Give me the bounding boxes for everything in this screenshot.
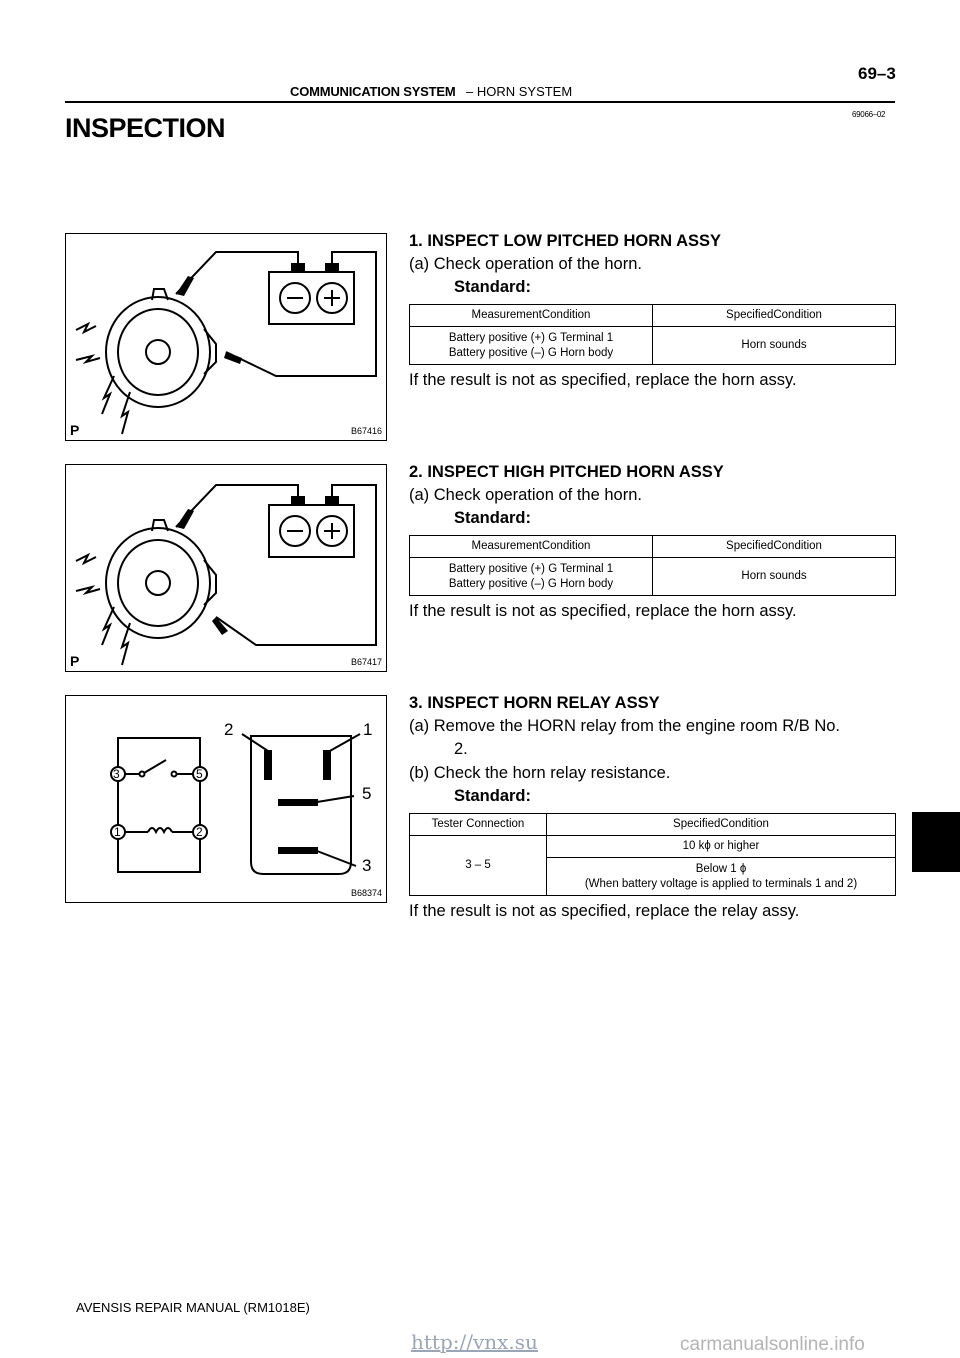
horn-battery-diagram	[66, 465, 388, 673]
result-text: If the result is not as specified, replace the relay assy.	[409, 902, 800, 920]
figure-code: B68374	[350, 888, 382, 898]
substep-text: (a) Check operation of the horn.	[409, 255, 642, 273]
substep-text: (a) Remove the HORN relay from the engine room R/B No.	[409, 717, 840, 735]
spec-table	[409, 304, 896, 365]
result-text: If the result is not as specified, replace the horn assy.	[409, 371, 797, 389]
relay-terminal-label: 2	[224, 720, 234, 739]
footer-watermark: carmanualsonline.info	[680, 1334, 865, 1355]
table-header: MeasurementCondition	[410, 305, 653, 327]
table-cell: 3 – 5	[410, 836, 547, 896]
step-heading: 2. INSPECT HIGH PITCHED HORN ASSY	[409, 463, 724, 481]
circuit-label: 2	[196, 825, 203, 839]
footer-url-link[interactable]: http://vnx.su	[411, 1330, 538, 1354]
table-header: SpecifiedCondition	[547, 814, 896, 836]
table-cell: Horn sounds	[653, 327, 896, 365]
relay-terminal-label: 3	[362, 856, 372, 875]
table-cell: Battery positive (+) G Terminal 1 Battery positive (–) G Horn body	[410, 327, 653, 365]
result-text: If the result is not as specified, replace the horn assy.	[409, 602, 797, 620]
table-cell	[547, 858, 896, 896]
relay-terminal-label: 1	[363, 720, 373, 739]
page-title: INSPECTION	[65, 113, 226, 143]
circuit-label: 5	[196, 767, 203, 781]
circuit-label: 1	[114, 825, 121, 839]
horn-high-figure	[65, 464, 387, 672]
table-header: SpecifiedCondition	[653, 536, 896, 558]
spec-table	[409, 535, 896, 596]
step-heading: 3. INSPECT HORN RELAY ASSY	[409, 694, 660, 712]
header-section: COMMUNICATION SYSTEM	[290, 84, 456, 99]
figure-marker: P	[70, 422, 80, 438]
standard-label: Standard:	[454, 509, 532, 527]
substep-text: (a) Check operation of the horn.	[409, 486, 642, 504]
figure-code: B67416	[350, 426, 382, 436]
horn-low-figure	[65, 233, 387, 441]
step-heading: 1. INSPECT LOW PITCHED HORN ASSY	[409, 232, 722, 250]
standard-label: Standard:	[454, 787, 532, 805]
page-number: 69–3	[858, 64, 896, 83]
standard-label: Standard:	[454, 278, 532, 296]
table-cell: Battery positive (+) G Terminal 1 Battery positive (–) G Horn body	[410, 558, 653, 596]
condition-line: Below 1 ϕ	[695, 862, 747, 875]
header-rule	[65, 101, 895, 103]
circuit-label: 3	[113, 767, 120, 781]
relay-terminal-label: 5	[362, 784, 372, 803]
doc-code: 69066–02	[852, 110, 886, 119]
substep-text: (b) Check the horn relay resistance.	[409, 764, 671, 782]
section-tab-marker	[912, 812, 960, 872]
figure-code: B67417	[350, 657, 382, 667]
condition-line: (When battery voltage is applied to terminals 1 and 2)	[584, 877, 858, 890]
figure-marker: P	[70, 653, 80, 669]
header-subsection: – HORN SYSTEM	[466, 84, 573, 99]
table-cell: 10 kϕ or higher	[547, 836, 896, 858]
substep-text: 2.	[454, 740, 468, 758]
horn-battery-diagram	[66, 234, 388, 442]
spec-table	[409, 813, 896, 896]
footer-manual: AVENSIS REPAIR MANUAL (RM1018E)	[76, 1300, 310, 1315]
table-header: Tester Connection	[410, 814, 547, 836]
table-cell: Horn sounds	[653, 558, 896, 596]
table-header: MeasurementCondition	[410, 536, 653, 558]
table-header: SpecifiedCondition	[653, 305, 896, 327]
relay-figure	[65, 695, 387, 903]
